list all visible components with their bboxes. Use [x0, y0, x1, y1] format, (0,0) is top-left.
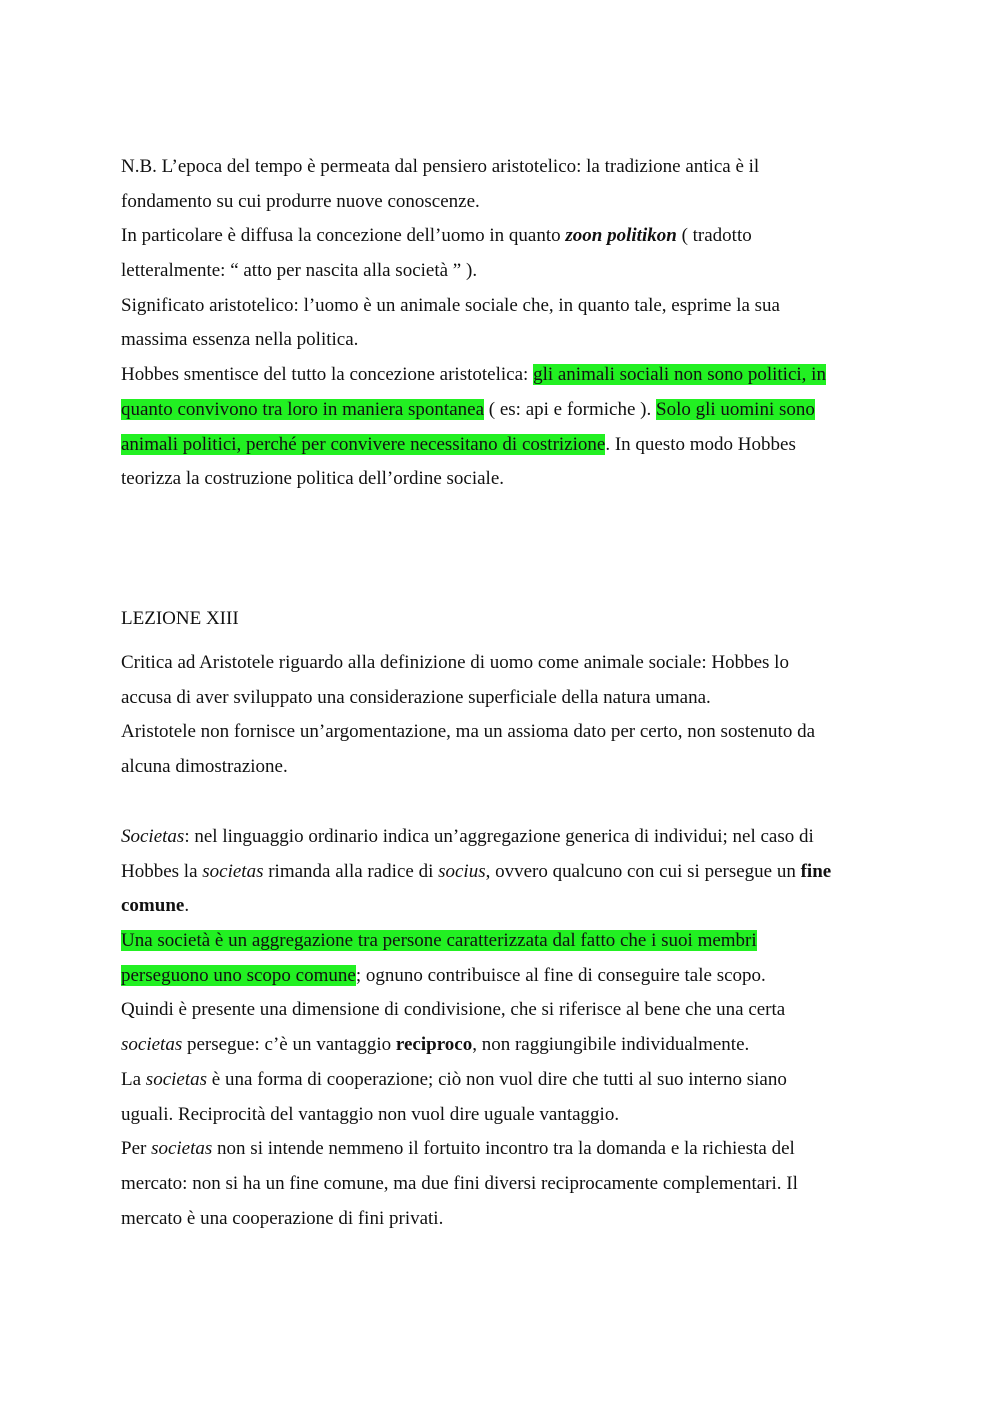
paragraph-critica	[121, 646, 896, 785]
text-line: teorizza la costruzione politica dell’ordine sociale.	[121, 468, 504, 490]
text-line: Aristotele non fornisce un’argomentazione, ma un assioma dato per certo, non sostenuto da	[121, 721, 816, 743]
text-line: Critica ad Aristotele riguardo alla definizione di uomo come animale sociale: Hobbes lo	[121, 652, 789, 673]
text-line: La societas è una forma di cooperazione; ciò non vuol dire che tutti al suo interno siano	[121, 1068, 787, 1090]
text-line: comune.	[121, 895, 190, 917]
text-line: letteralmente: “ atto per nascita alla società ” ).	[121, 260, 478, 282]
highlighted-text: Solo gli uomini sono	[656, 398, 815, 420]
text-line: alcuna dimostrazione.	[121, 756, 288, 778]
text-line: In particolare è diffusa la concezione dell’uomo in quanto zoon politikon ( tradotto	[121, 225, 752, 247]
text-line: mercato: non si ha un fine comune, ma due fini diversi reciprocamente complementari. Il	[121, 1172, 798, 1194]
text-line: Quindi è presente una dimensione di condivisione, che si riferisce al bene che una certa	[121, 999, 786, 1021]
highlighted-text: Una società è un aggregazione tra persone caratterizzata dal fatto che i suoi membri	[121, 930, 757, 952]
text-line: massima essenza nella politica.	[121, 329, 359, 351]
text-line: Per societas non si intende nemmeno il fortuito incontro tra la domanda e la richiesta del	[121, 1138, 795, 1160]
text-line: accusa di aver sviluppato una considerazione superficiale della natura umana.	[121, 686, 711, 708]
text-line: N.B. L’epoca del tempo è permeata dal pensiero aristotelico: la tradizione antica è il	[121, 156, 760, 177]
text-line: perseguono uno scopo comune; ognuno contribuisce al fine di conseguire tale scopo.	[121, 964, 766, 986]
text-line: fondamento su cui produrre nuove conoscenze.	[121, 190, 480, 212]
text-line: Hobbes la societas rimanda alla radice di socius, ovvero qualcuno con cui si persegue un fine	[121, 860, 832, 882]
highlighted-text: animali politici, perché per convivere necessitano di costrizione	[121, 433, 606, 455]
zoon-politikon-term: zoon politikon	[565, 225, 677, 247]
text-line: quanto convivono tra loro in maniera spontanea ( es: api e formiche ). Solo gli uomini sono	[121, 398, 815, 420]
highlighted-text: quanto convivono tra loro in maniera spontanea	[121, 398, 485, 420]
highlighted-text: gli animali sociali non sono politici, in	[533, 364, 826, 386]
highlighted-text: perseguono uno scopo comune	[121, 964, 356, 986]
text-line	[121, 924, 896, 959]
text-line: Significato aristotelico: l’uomo è un animale sociale che, in quanto tale, esprime la sua	[121, 294, 780, 316]
text-line: uguali. Reciprocità del vantaggio non vuol dire uguale vantaggio.	[121, 1103, 620, 1125]
text-line: Societas: nel linguaggio ordinario indica un’aggregazione generica di individui; nel caso di	[121, 826, 814, 847]
text-line: Hobbes smentisce del tutto la concezione aristotelica: gli animali sociali non sono politici, in	[121, 364, 826, 386]
text-line: animali politici, perché per convivere necessitano di costrizione. In questo modo Hobbes	[121, 433, 796, 455]
text-line: mercato è una cooperazione di fini privati.	[121, 1207, 444, 1229]
paragraph-societas	[121, 820, 896, 1236]
text-line: societas persegue: c’è un vantaggio reciproco, non raggiungibile individualmente.	[121, 1034, 750, 1056]
paragraph-nb	[121, 150, 896, 497]
lesson-heading: LEZIONE XIII	[121, 608, 239, 629]
